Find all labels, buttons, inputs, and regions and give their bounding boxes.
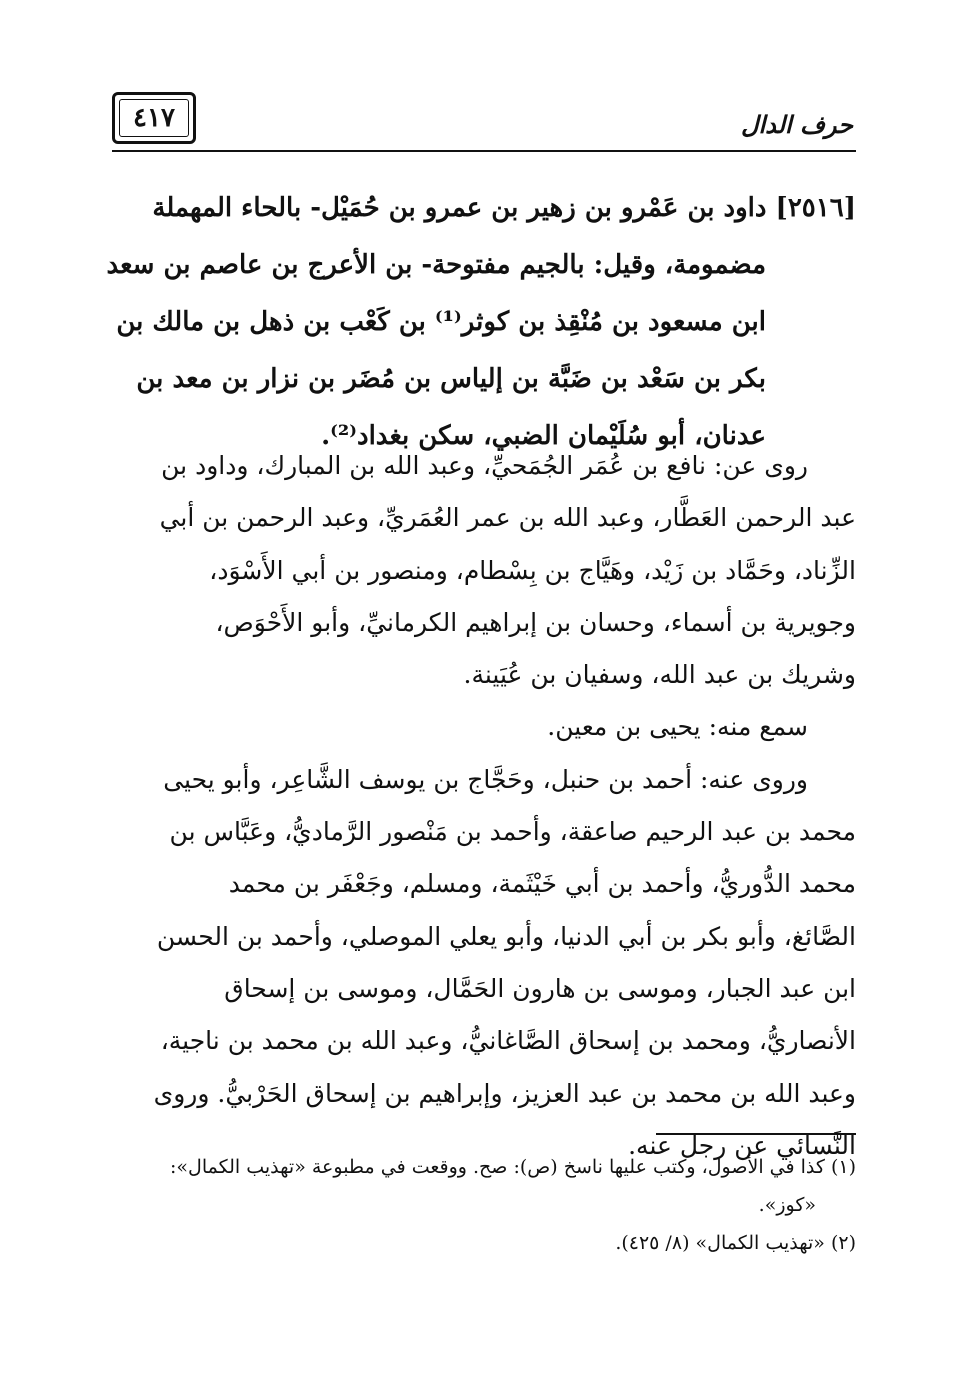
body-text bbox=[112, 440, 856, 1172]
entry-line: مضمومة، وقيل: بالجيم مفتوحة- بن الأعرج بن عاصم بن سعد bbox=[106, 250, 766, 280]
footnote-line: «كوز». bbox=[758, 1194, 816, 1216]
page-number-text: ٤١٧ bbox=[133, 103, 175, 133]
footnote-line: (٢) «تهذيب الكمال» (٨/ ٤٢٥). bbox=[615, 1232, 856, 1254]
body-line: الأنصاريُّ، ومحمد بن إسحاق الصَّاغانيُّ، وعبد الله بن محمد بن ناجية، bbox=[160, 1026, 856, 1056]
body-line: سمع منه: يحيى بن معين. bbox=[547, 712, 808, 742]
body-line: وجويرية بن أسماء، وحسان بن إبراهيم الكرمانيِّ، وأبو الأَحْوَص، bbox=[215, 607, 856, 637]
footnote-rule bbox=[656, 1133, 856, 1135]
running-title: حرف الدال bbox=[741, 110, 853, 139]
entry-line: ابن مسعود بن مُنْقِذ بن كوثر⁽¹⁾ بن كَعْب بن ذهل بن مالك بن bbox=[116, 307, 766, 337]
body-line: ابن عبد الجبار، وموسى بن هارون الحَمَّال، وموسى بن إسحاق bbox=[224, 973, 856, 1003]
entry-line: [٢٥١٦] داود بن عَمْرو بن زهير بن عمرو بن حُمَيْل- بالحاء المهملة bbox=[152, 193, 856, 223]
body-line: النَّسائي عن رجل عنه. bbox=[628, 1130, 856, 1160]
entry-heading bbox=[106, 180, 856, 465]
page-number bbox=[112, 92, 196, 144]
entry-line: عدنان، أبو سُلَيْمان الضبي، سكن بغداد⁽²⁾. bbox=[321, 421, 766, 451]
entry-line: بكر بن سَعْد بن ضَبَّة بن إلياس بن مُضَر بن نزار بن معد بن bbox=[136, 364, 766, 394]
header-rule bbox=[112, 150, 856, 152]
body-line: محمد الدُّوريُّ، وأحمد بن أبي خَيْثَمة، ومسلم، وجَعْفَر بن محمد bbox=[228, 869, 856, 899]
footnote-line: (١) كذا في الأصول، وكتب عليها ناسخ (ص): صح. ووقعت في مطبوعة «تهذيب الكمال»: bbox=[170, 1156, 856, 1178]
body-line: محمد بن عبد الرحيم صاعقة، وأحمد بن مَنْصور الرَّماديُّ، وعَبَّاس بن bbox=[169, 817, 856, 847]
body-line: روى عن: نافع بن عُمَر الجُمَحيِّ، وعبد الله بن المبارك، وداود بن bbox=[161, 451, 808, 480]
footnotes bbox=[112, 1148, 856, 1262]
body-line: وروى عنه: أحمد بن حنبل، وحَجَّاج بن يوسف الشَّاعِر، وأبو يحيى bbox=[163, 764, 808, 794]
body-line: الصَّائغ، وأبو بكر بن أبي الدنيا، وأبو يعلي الموصلي، وأحمد بن الحسن bbox=[156, 921, 856, 951]
body-line: الزِّناد، وحَمَّاد بن زَيْد، وهَيَّاج بن بِسْطام، ومنصور بن أبي الأَسْوَد، bbox=[209, 555, 856, 585]
body-line: وشريك بن عبد الله، وسفيان بن عُيَينة. bbox=[463, 660, 856, 690]
body-line: عبد الرحمن العَطَّار، وعبد الله بن عمر العُمَريِّ، وعبد الرحمن بن أبي bbox=[159, 503, 856, 533]
body-line: وعبد الله بن محمد بن عبد العزيز، وإبراهيم بن إسحاق الحَرْبيُّ. وروى bbox=[153, 1078, 856, 1108]
